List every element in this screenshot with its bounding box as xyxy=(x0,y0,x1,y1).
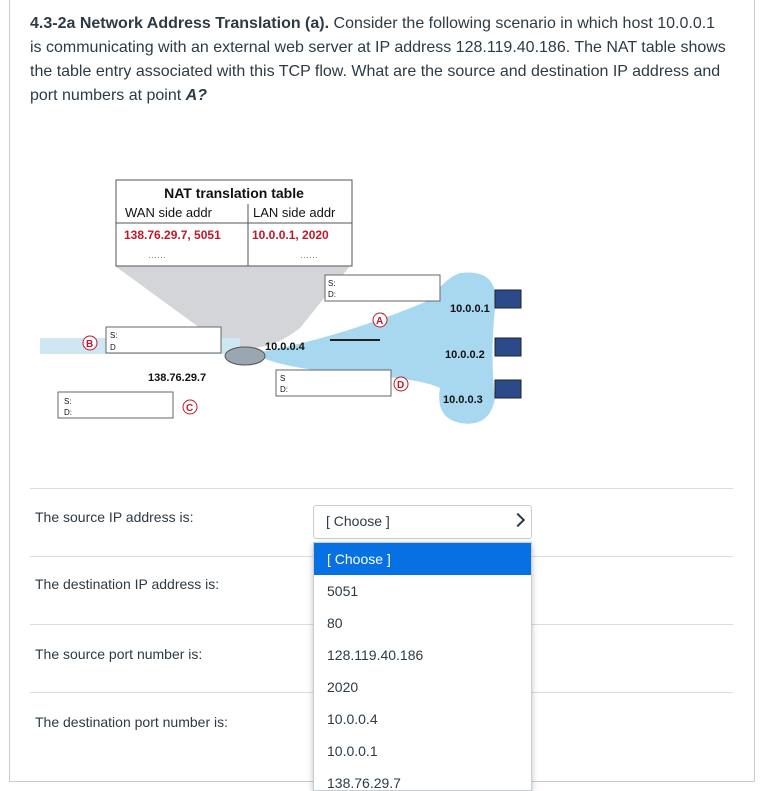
option-choose[interactable]: [ Choose ] xyxy=(314,543,531,575)
svg-text:D:: D: xyxy=(328,290,336,299)
destination-port-label: The destination port number is: xyxy=(35,714,228,730)
host-label-1: 10.0.0.1 xyxy=(450,303,490,315)
packet-box-a xyxy=(325,275,440,301)
source-port-label: The source port number is: xyxy=(35,646,203,662)
svg-text:D:: D: xyxy=(280,385,288,394)
nat-row-wan: 138.76.29.7, 5051 xyxy=(124,228,221,242)
router-lan-ip: 10.0.0.4 xyxy=(265,341,305,353)
svg-text:S:: S: xyxy=(110,331,118,340)
nat-row-lan: 10.0.0.1, 2020 xyxy=(252,228,329,242)
select-value: [ Choose ] xyxy=(326,513,390,529)
svg-text:S:: S: xyxy=(328,279,336,288)
host-computer-3 xyxy=(495,380,521,398)
source-ip-label: The source IP address is: xyxy=(35,509,194,525)
svg-text:B: B xyxy=(86,339,94,350)
nat-table-title: NAT translation table xyxy=(164,185,304,201)
question-title: 4.3-2a Network Address Translation (a). xyxy=(30,15,330,32)
nat-ellipsis-lan: …… xyxy=(300,250,318,260)
host-label-3: 10.0.0.3 xyxy=(443,394,483,406)
option-5051[interactable]: 5051 xyxy=(327,583,359,599)
nat-ellipsis-wan: …… xyxy=(148,250,166,260)
question-body: Consider the following scenario in which host 10.0.0.1 is communicating with an external web server at IP address 128.119.40.186. The NAT table shows the table entry associated with this TCP flow. What are the source and destination IP address and port numbers at point xyxy=(30,15,726,104)
nat-diagram xyxy=(40,178,580,438)
svg-text:D:: D: xyxy=(64,408,72,417)
nat-header-wan: WAN side addr xyxy=(125,205,212,220)
option-128-119-40-186[interactable]: 128.119.40.186 xyxy=(327,647,424,663)
router-wan-ip: 138.76.29.7 xyxy=(148,372,207,384)
question-text xyxy=(30,12,730,108)
packet-box-b xyxy=(106,327,221,353)
option-80[interactable]: 80 xyxy=(327,615,343,631)
option-138-76-29-7[interactable]: 138.76.29.7 xyxy=(327,775,401,791)
svg-text:D: D xyxy=(397,380,405,391)
host-computer-1 xyxy=(495,290,521,308)
svg-text:S: S xyxy=(280,374,286,383)
router xyxy=(225,347,265,365)
svg-text:S:: S: xyxy=(64,397,72,406)
svg-text:C: C xyxy=(186,403,194,414)
option-10-0-0-4[interactable]: 10.0.0.4 xyxy=(327,711,378,727)
packet-box-c xyxy=(58,392,173,418)
svg-text:A: A xyxy=(376,316,384,327)
host-computer-2 xyxy=(495,338,521,356)
source-ip-select[interactable] xyxy=(313,505,532,539)
svg-text:D: D xyxy=(110,343,116,352)
option-2020[interactable]: 2020 xyxy=(327,679,359,695)
question-point: A? xyxy=(185,87,207,104)
packet-box-d xyxy=(276,370,391,396)
chevron-down-icon xyxy=(511,513,525,527)
nat-header-lan: LAN side addr xyxy=(253,205,336,220)
destination-ip-label: The destination IP address is: xyxy=(35,576,220,592)
option-10-0-0-1[interactable]: 10.0.0.1 xyxy=(327,743,378,759)
host-label-2: 10.0.0.2 xyxy=(445,349,485,361)
select-dropdown-list xyxy=(313,542,532,791)
